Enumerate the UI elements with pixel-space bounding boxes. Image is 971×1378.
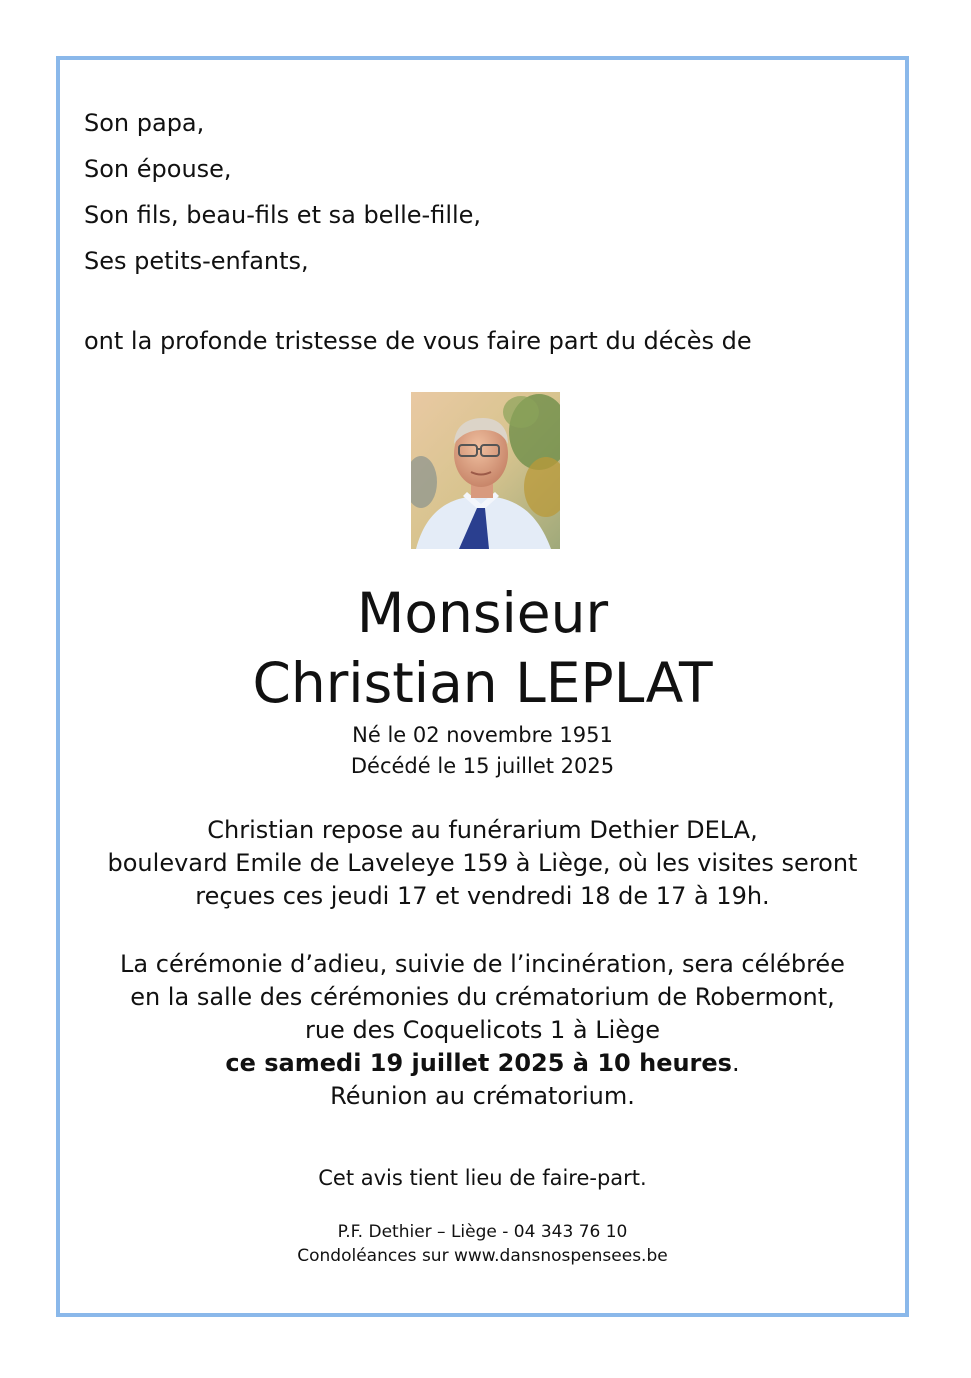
ceremony-line: La cérémonie d’adieu, suivie de l’incinération, sera célébrée [120,950,845,978]
deceased-title [60,578,905,718]
life-dates [60,720,905,782]
deceased-name: Christian LEPLAT [252,651,713,715]
ceremony-line: en la salle des cérémonies du crématorium de Robermont, [130,983,835,1011]
funeral-home-contact: P.F. Dethier – Liège - 04 343 76 10 [337,1222,628,1242]
birth-date: Né le 02 novembre 1951 [352,723,613,747]
notice-text: Cet avis tient lieu de faire-part. [318,1166,647,1190]
family-line: Ses petits-enfants, [84,247,309,275]
honorific: Monsieur [356,581,609,645]
family-list [84,104,481,288]
family-line: Son fils, beau-fils et sa belle-fille, [84,201,482,229]
ceremony-date-bold: ce samedi 19 juillet 2025 à 10 heures [225,1049,732,1077]
announcement-text: ont la profonde tristesse de vous faire part du décès de [84,327,752,355]
death-date: Décédé le 15 juillet 2025 [350,754,615,778]
meeting-line: Réunion au crématorium. [330,1082,635,1110]
ceremony-date [60,1047,905,1080]
family-line: Son papa, [84,109,205,137]
repose-line: boulevard Emile de Laveleye 159 à Liège, où les visites seront [107,849,858,877]
condolences-link[interactable]: Condoléances sur www.dansnospensees.be [297,1246,668,1266]
footer [60,1220,905,1268]
repose-line: Christian repose au funérarium Dethier DELA, [207,816,758,844]
portrait-photo [411,392,560,549]
family-line: Son épouse, [84,155,232,183]
ceremony-paragraph [60,948,905,1113]
repose-line: reçues ces jeudi 17 et vendredi 18 de 17 à 19h. [195,882,770,910]
repose-paragraph [60,814,905,913]
ceremony-date-suffix: . [731,1049,740,1077]
ceremony-line: rue des Coquelicots 1 à Liège [304,1016,661,1044]
